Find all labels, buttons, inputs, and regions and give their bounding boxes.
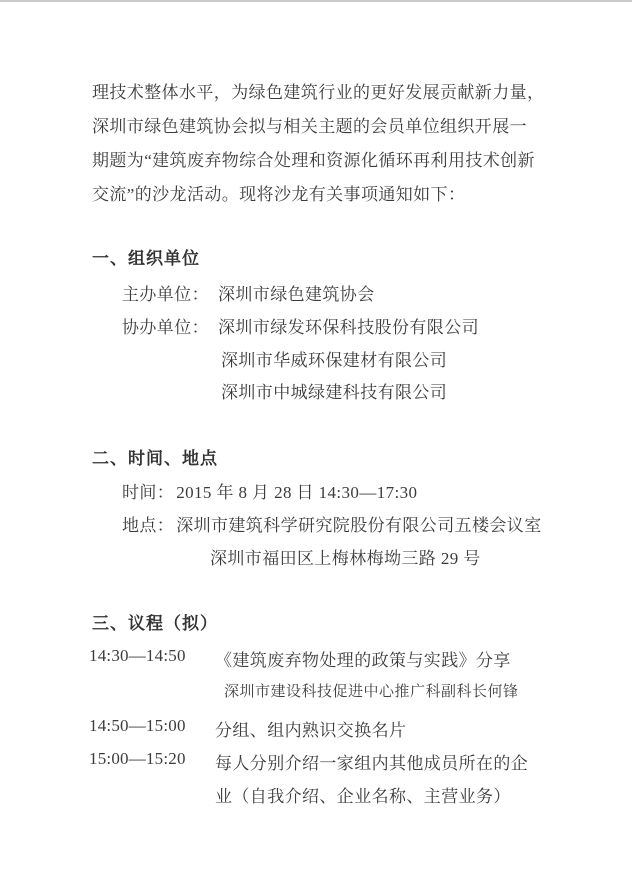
time-value: 2015 年 8 月 28 日 14:30—17:30 [176,483,418,502]
place-label: 地点： [122,516,175,535]
agenda-item-3-desc-line-2: 业（自我介绍、企业名称、主营业务） [215,787,511,806]
section-heading-time-place: 二、时间、地点 [92,449,218,468]
co-host-value-1: 深圳市绿发环保科技股份有限公司 [218,318,479,337]
section-heading-organizers: 一、组织单位 [92,249,200,268]
co-host-value-3: 深圳市中城绿建科技有限公司 [221,383,448,402]
intro-line-2: 深圳市绿色建筑协会拟与相关主题的会员单位组织开展一 [92,117,527,136]
intro-line-1: 理技术整体水平，为绿色建筑行业的更好发展贡献新力量， [92,83,545,102]
agenda-item-2-time: 14:50—15:00 [89,716,186,735]
co-host-line [122,318,479,338]
agenda-item-2-desc: 分组、组内熟识交换名片 [215,721,407,740]
place-line [122,516,542,536]
place-value-line-2: 深圳市福田区上梅林梅坳三路 29 号 [210,549,481,568]
agenda-item-1-speaker: 深圳市建设科技促进中心推广科副科长何锋 [224,684,519,700]
host-unit-value: 深圳市绿色建筑协会 [218,285,375,304]
co-host-label: 协办单位： [122,318,209,337]
agenda-item-3-time: 15:00—15:20 [89,749,186,768]
section-heading-agenda: 三、议程（拟） [92,614,218,633]
page-top-edge [0,0,632,2]
place-value: 深圳市建筑科学研究院股份有限公司五楼会议室 [176,516,542,535]
time-line [122,483,417,503]
intro-line-4: 交流”的沙龙活动。现将沙龙有关事项通知如下： [92,185,466,204]
host-unit-label: 主办单位： [122,285,209,304]
intro-line-3: 期题为“建筑废弃物综合处理和资源化循环再利用技术创新 [92,151,535,170]
agenda-item-1-desc: 《建筑废弃物处理的政策与实践》分享 [215,651,511,670]
agenda-item-3-desc: 每人分别介绍一家组内其他成员所在的企 [215,754,529,773]
agenda-item-1-time: 14:30—14:50 [89,646,186,665]
co-host-value-2: 深圳市华威环保建材有限公司 [221,351,448,370]
time-label: 时间： [122,483,175,502]
host-unit-line [122,285,375,305]
